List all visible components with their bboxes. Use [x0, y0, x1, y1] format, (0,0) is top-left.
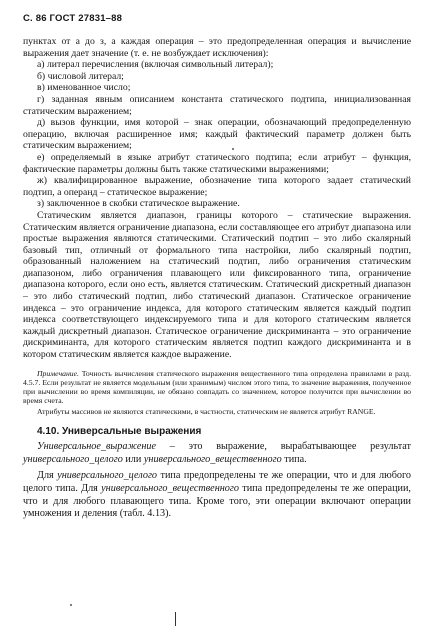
- list-item-z: з) заключенное в скобки статическое выражение.: [37, 198, 240, 210]
- text-span: или: [122, 453, 144, 465]
- note-label: Примечание.: [37, 368, 79, 378]
- scan-mark: [175, 612, 176, 626]
- text-span: Для: [37, 470, 58, 482]
- list-item-b: б) числовой литерал;: [37, 70, 124, 82]
- term-universal-integer: универсального_целого: [57, 470, 158, 482]
- list-item-v: в) именованное число;: [37, 82, 131, 94]
- section-heading: 4.10. Универсальные выражения: [37, 425, 202, 437]
- list-item-g: г) заданная явным описанием константа статического подтипа, инициализованная статическим выражением;: [23, 93, 411, 117]
- page-header: С. 86 ГОСТ 27831–88: [23, 13, 123, 24]
- section-paragraph-1: [23, 441, 411, 466]
- text-span: типа предопределены те же операции, что и для любого плавающего типа. Кроме того, эти операции включают операции умножения и деления (табл. 4.13).: [23, 483, 411, 520]
- page-body: [23, 36, 411, 521]
- list-item-d: д) вызов функции, имя которой – знак операции, обозначающий предопределенную операцию, включая расширенное имя; каждый фактический параметр должен быть статическим выражением;: [23, 117, 411, 152]
- note-paragraph-2: Атрибуты массивов не являются статическими, в частности, статическим не является атрибут RANGE.: [37, 407, 376, 417]
- list-item-a: а) литерал перечисления (включая символьный литерал);: [37, 59, 274, 71]
- term-universal-real: универсального_вещественного: [143, 453, 282, 465]
- intro-paragraph: пунктах от а до з, а каждая операция – это предопределенная операция и вычисление выражения дает значение (т. е. не возбуждает исключения):: [23, 36, 411, 59]
- section-paragraph-2: [23, 470, 411, 520]
- note-text: Точность вычисления статического выражения вещественного типа определена правилами в разд. 4.5.7. Если результат не является модельным (или хранимым) числом этого типа, то значение выражения, полученное при вычислении во время компиляции, не обязано совпадать со значением, которое получится при вычислении во время счета.: [23, 368, 411, 406]
- text-span: типа предопределены те же операции, что и для любого целого типа. Для: [23, 470, 411, 495]
- scan-speck: [232, 148, 234, 150]
- note-paragraph: [23, 369, 411, 406]
- term-universal-expression: Универсальное_выражение: [37, 441, 157, 453]
- list-item-e: е) определяемый в языке атрибут статического подтипа; если атрибут – функция, фактические параметры должны быть также статическими выражениями;: [23, 151, 411, 175]
- text-span: типа.: [281, 453, 307, 465]
- scan-speck: [70, 604, 72, 606]
- list-item-zh: ж) квалифицированное выражение, обозначение типа которого задает статический подтип, а операнд – статическое выражение;: [23, 175, 411, 198]
- static-definitions-paragraph: Статическим является диапазон, границы которого – статические выражения. Статическим является ограничение диапазона, если составляющее его атрибут диапазона или простые выражения являются статическими. Статический подтип – это либо скалярный базовый тип, отличный от формального типа настройки, либо скалярный подтип, образованный наложением на статический подтип, либо ограничения статическим диапазоном, либо ограничения плавающего или фиксированного типа, ограничение диапазона которого, если оно есть, является статическим. Статический дискретный диапазон – это либо статический подтип, либо статический диапазон. Статическое ограничение индекса – это ограничение индекса, для которого статическим является каждый подтип индекса соответствующего индексируемого типа и для которого статическим является каждый дискретный диапазон. Статическое ограничение дискриминанта – это ограничение дискриминанта, для которого статическим является подтип каждого дискриминанта и в котором статическим является каждое выражение.: [23, 209, 411, 361]
- text-span: – это выражение, вырабатывающее результат: [156, 441, 411, 453]
- term-universal-integer: универсального_целого: [23, 453, 123, 465]
- term-universal-real: универсального_вещественного: [101, 483, 239, 495]
